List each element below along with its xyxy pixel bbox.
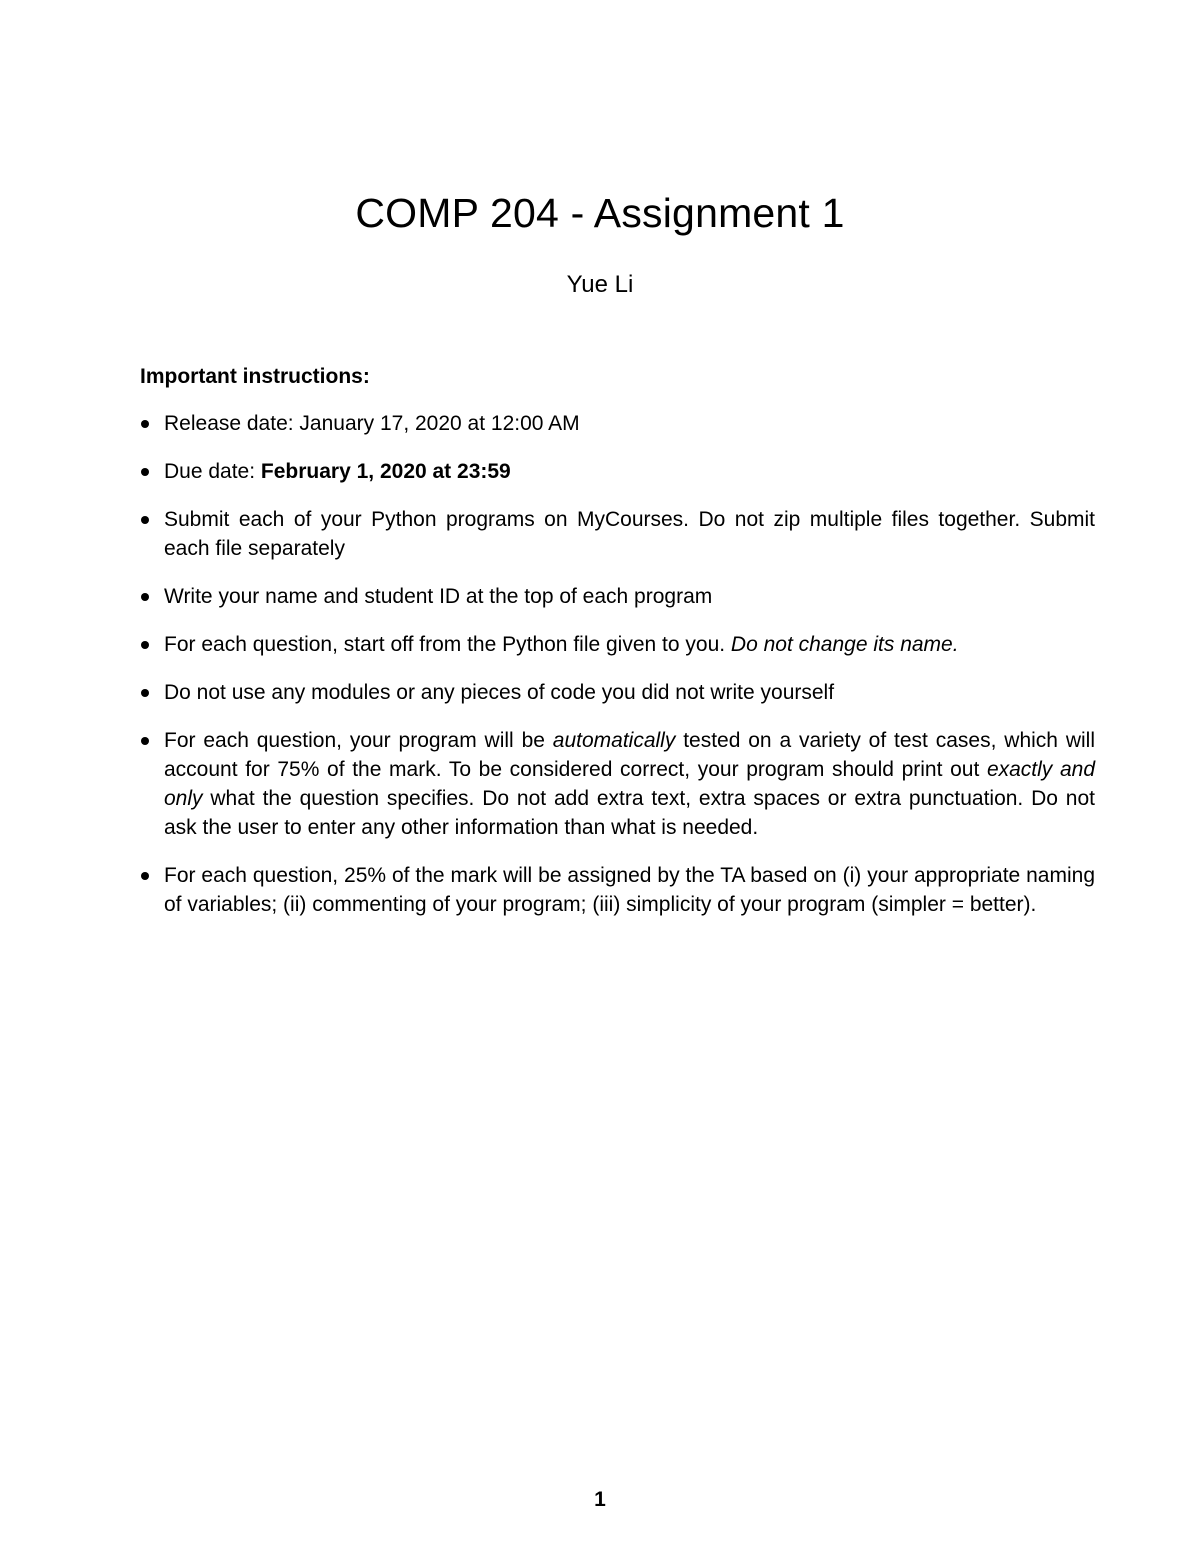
- bullet-icon: [141, 593, 149, 601]
- bullet-icon: [141, 641, 149, 649]
- bullet-icon: [141, 737, 149, 745]
- bullet-icon: [141, 420, 149, 428]
- page-number: 1: [594, 1488, 606, 1511]
- bullet-icon: [141, 689, 149, 697]
- instruction-python-file: [140, 630, 1095, 659]
- instruction-emphasis: exactly and only: [164, 758, 1095, 810]
- instruction-text: Due date:: [164, 460, 261, 483]
- instruction-text: Do not use any modules or any pieces of code you did not write yourself: [164, 681, 835, 704]
- instruction-emphasis: Do not change its name.: [730, 633, 959, 656]
- instruction-text: what the question specifies. Do not add extra text, extra spaces or extra punctuation. Do not ask the user to enter any other information than what is needed.: [164, 787, 1095, 839]
- instruction-no-modules: [140, 678, 1095, 707]
- instruction-name-id: [140, 582, 1095, 611]
- instruction-text: For each question, 25% of the mark will be assigned by the TA based on (i) your appropriate naming of variables; (ii) commenting of your program; (iii) simplicity of your program (simpler = better).: [164, 864, 1095, 916]
- instruction-text: Release date: January 17, 2020 at 12:00 AM: [164, 412, 580, 435]
- instruction-text: For each question, your program will be: [164, 729, 553, 752]
- bullet-icon: [141, 516, 149, 524]
- instruction-text: Write your name and student ID at the top of each program: [164, 585, 713, 608]
- instructions-heading: Important instructions:: [140, 365, 370, 388]
- instruction-text: Submit each of your Python programs on MyCourses. Do not zip multiple files together. Submit each file separately: [164, 508, 1095, 560]
- due-date-value: February 1, 2020 at 23:59: [260, 460, 511, 483]
- instruction-due-date: [140, 457, 1095, 486]
- document-title: COMP 204 - Assignment 1: [355, 190, 845, 236]
- instructions-list: [140, 409, 1095, 938]
- bullet-icon: [141, 468, 149, 476]
- instruction-automatic-testing: [140, 726, 1095, 842]
- document-author: Yue Li: [566, 271, 634, 298]
- instruction-text: tested on a variety of test cases, which will account for 75% of the mark. To be considered correct, your program should print out: [164, 729, 1095, 781]
- instruction-text: For each question, start off from the Python file given to you.: [164, 633, 731, 656]
- instruction-submit: [140, 505, 1095, 563]
- instruction-ta-marking: [140, 861, 1095, 919]
- bullet-icon: [141, 872, 149, 880]
- instruction-emphasis: automatically: [552, 729, 676, 752]
- instruction-release-date: [140, 409, 1095, 438]
